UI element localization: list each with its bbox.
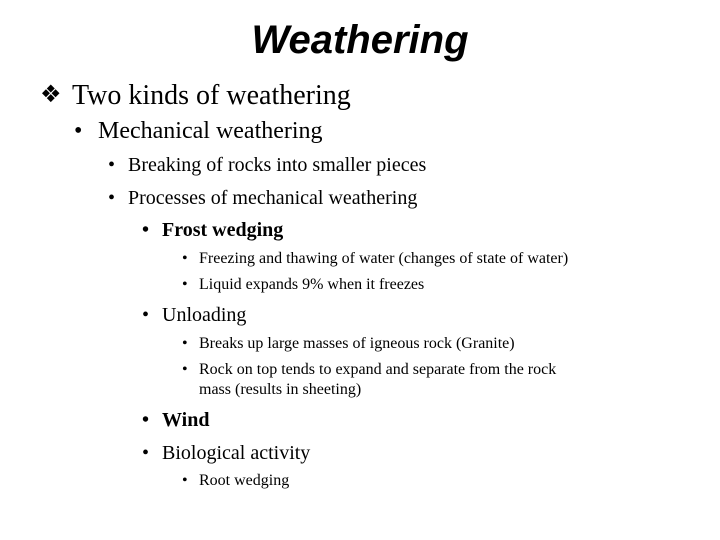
dot-bullet-icon: •	[142, 219, 150, 241]
bullet-text: Mechanical weathering	[98, 118, 323, 144]
dot-bullet-icon: •	[142, 442, 150, 464]
bullet-text: Root wedging	[199, 472, 290, 489]
dot-bullet-icon: •	[74, 118, 83, 144]
bullet-liquid	[182, 275, 424, 295]
bullet-text: Two kinds of weathering	[72, 80, 351, 111]
bullet-frost-wedging	[142, 218, 283, 242]
bullet-root-wedging	[182, 471, 289, 491]
bullet-wind	[142, 408, 209, 432]
bullet-text: Rock on top tends to expand and separate from the rock	[199, 361, 557, 378]
bullet-text: Breaks up large masses of igneous rock (Granite)	[199, 335, 515, 352]
dot-bullet-icon: •	[108, 154, 116, 176]
bullet-rock-on-top-continued	[199, 380, 361, 400]
bullet-freezing	[182, 249, 568, 269]
dot-bullet-icon: •	[142, 304, 150, 326]
bullet-text: Biological activity	[162, 442, 311, 464]
bullet-two-kinds	[40, 78, 351, 112]
bullet-text: Liquid expands 9% when it freezes	[199, 276, 425, 293]
dot-bullet-icon: •	[182, 472, 188, 489]
dot-bullet-icon: •	[182, 276, 188, 293]
bullet-text: Unloading	[162, 304, 247, 326]
bullet-unloading	[142, 303, 246, 327]
bullet-mechanical	[74, 117, 323, 145]
diamond-bullet-icon: ❖	[40, 80, 62, 108]
bullet-text: Frost wedging	[162, 219, 284, 241]
bullet-text: Breaking of rocks into smaller pieces	[128, 154, 427, 176]
bullet-text: Wind	[162, 409, 210, 431]
dot-bullet-icon: •	[108, 187, 116, 209]
bullet-text-continued: mass (results in sheeting)	[199, 381, 362, 398]
bullet-rock-on-top	[182, 360, 556, 380]
dot-bullet-icon: •	[142, 409, 150, 431]
bullet-biological	[142, 441, 310, 465]
dot-bullet-icon: •	[182, 335, 188, 352]
bullet-text: Freezing and thawing of water (changes of state of water)	[199, 250, 569, 267]
bullet-breaking	[108, 153, 426, 177]
slide-title: Weathering	[251, 18, 469, 62]
dot-bullet-icon: •	[182, 250, 188, 267]
bullet-text: Processes of mechanical weathering	[128, 187, 418, 209]
bullet-breaks-up	[182, 334, 515, 354]
bullet-processes	[108, 186, 417, 210]
dot-bullet-icon: •	[182, 361, 188, 378]
